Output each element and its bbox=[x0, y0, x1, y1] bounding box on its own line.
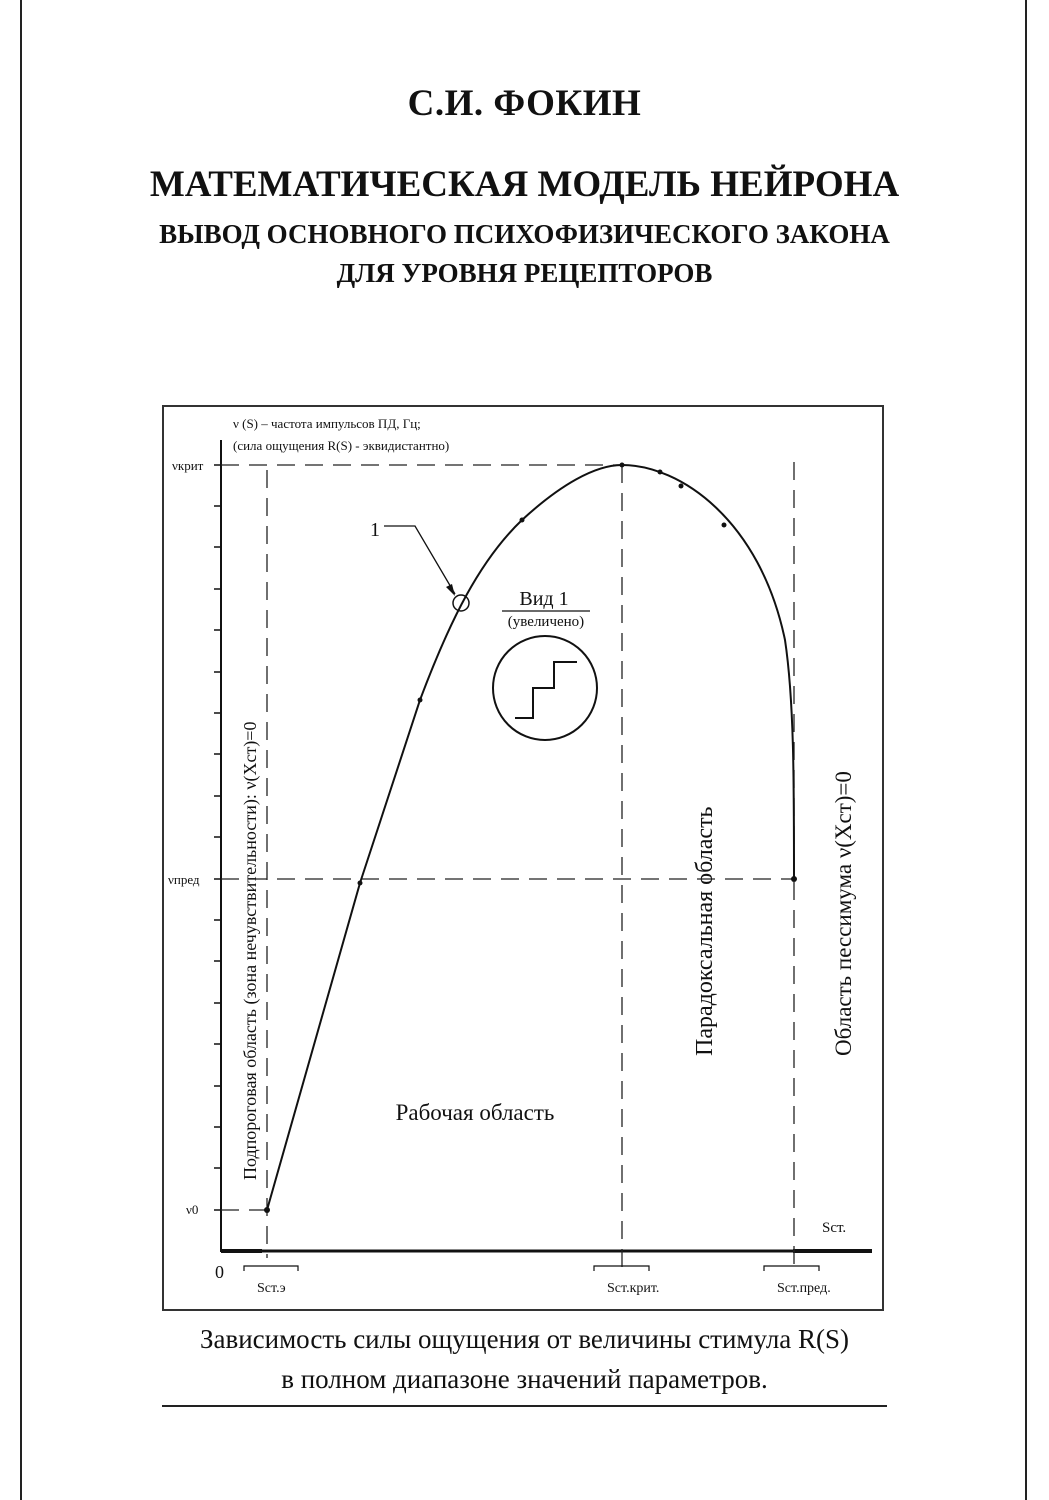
author-name: С.И. ФОКИН bbox=[407, 83, 642, 124]
y-label-0: ν0 bbox=[186, 1202, 199, 1217]
x-label-pred: Sст.пред. bbox=[777, 1281, 831, 1296]
region-paradoxical-label: Парадоксальная область bbox=[692, 806, 718, 1056]
y-axis-ticks bbox=[214, 465, 221, 1210]
figure-caption-line2: в полном диапазоне значений параметров. bbox=[281, 1364, 768, 1394]
region-working-label: Рабочая область bbox=[395, 1100, 555, 1125]
region-pessimum-label: Область пессимума ν(Xст)=0 bbox=[831, 771, 856, 1056]
x-label-crit: Sст.крит. bbox=[607, 1281, 660, 1296]
book-subtitle-line1: ВЫВОД ОСНОВНОГО ПСИХОФИЗИЧЕСКОГО ЗАКОНА bbox=[159, 219, 890, 249]
y-label-pred: νпред bbox=[168, 872, 200, 887]
origin-label: 0 bbox=[215, 1262, 224, 1282]
book-subtitle-line2: ДЛЯ УРОВНЯ РЕЦЕПТОРОВ bbox=[336, 258, 713, 288]
view-title: Вид 1 bbox=[519, 588, 569, 610]
x-tolerance-brackets bbox=[244, 1266, 819, 1271]
y-axis-title-line2: (сила ощущения R(S) - эквидистантно) bbox=[233, 438, 450, 453]
y-label-crit: νкрит bbox=[172, 458, 204, 473]
book-title: МАТЕМАТИЧЕСКАЯ МОДЕЛЬ НЕЙРОНА bbox=[149, 164, 900, 205]
view-subtitle: (увеличено) bbox=[507, 614, 585, 630]
staircase-dotted-risers bbox=[533, 664, 554, 718]
y-axis-title-line1: ν (S) – частота импульсов ПД, Гц; bbox=[233, 416, 421, 431]
staircase-steps bbox=[515, 662, 577, 718]
callout-arrowhead bbox=[446, 584, 455, 596]
callout-leader bbox=[384, 526, 455, 594]
callout-circle bbox=[453, 595, 469, 611]
caption-underline bbox=[162, 1405, 887, 1407]
figure-caption-line1: Зависимость силы ощущения от величины стимула R(S) bbox=[199, 1324, 850, 1354]
x-axis-label: Sст. bbox=[822, 1220, 847, 1236]
region-subthreshold-label: Подпороговая область (зона нечувствительности): ν(Xст)=0 bbox=[240, 721, 260, 1180]
callout-label: 1 bbox=[370, 519, 380, 541]
x-label-e: Sст.э bbox=[257, 1281, 286, 1296]
